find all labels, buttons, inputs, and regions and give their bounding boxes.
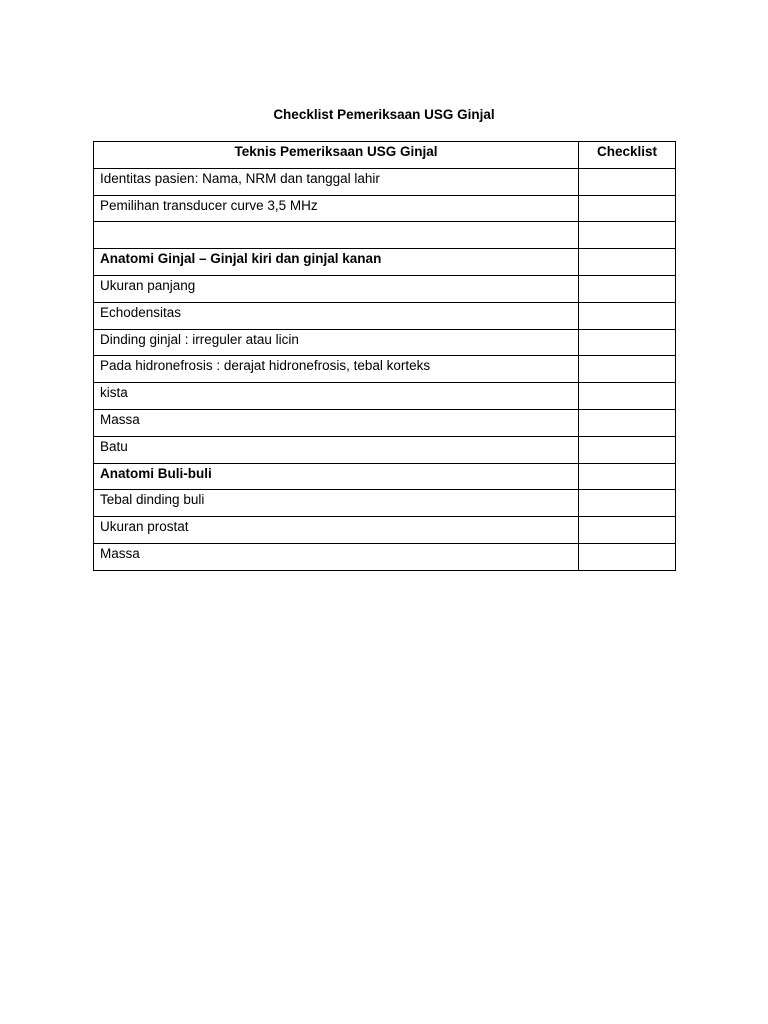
item-cell: Dinding ginjal : irreguler atau licin xyxy=(94,329,579,356)
table-row xyxy=(94,329,676,356)
item-cell: Pemilihan transducer curve 3,5 MHz xyxy=(94,195,579,222)
table-row xyxy=(94,463,676,490)
checklist-cell[interactable] xyxy=(579,490,676,517)
table-row xyxy=(94,249,676,276)
checklist-cell[interactable] xyxy=(579,275,676,302)
table-row xyxy=(94,356,676,383)
item-cell: Anatomi Buli-buli xyxy=(94,463,579,490)
item-cell xyxy=(94,222,579,249)
checklist-table xyxy=(93,141,676,571)
checklist-cell[interactable] xyxy=(579,329,676,356)
item-cell: Ukuran panjang xyxy=(94,275,579,302)
table-row xyxy=(94,543,676,570)
item-cell: kista xyxy=(94,383,579,410)
table-row xyxy=(94,383,676,410)
table-header-row xyxy=(94,142,676,169)
checklist-cell[interactable] xyxy=(579,222,676,249)
item-cell: Echodensitas xyxy=(94,302,579,329)
checklist-cell[interactable] xyxy=(579,383,676,410)
checklist-cell[interactable] xyxy=(579,517,676,544)
item-cell: Identitas pasien: Nama, NRM dan tanggal lahir xyxy=(94,168,579,195)
header-checklist: Checklist xyxy=(579,142,676,169)
item-cell: Massa xyxy=(94,409,579,436)
checklist-cell[interactable] xyxy=(579,356,676,383)
table-row xyxy=(94,490,676,517)
table-row xyxy=(94,275,676,302)
header-teknis: Teknis Pemeriksaan USG Ginjal xyxy=(94,142,579,169)
checklist-cell[interactable] xyxy=(579,409,676,436)
table-row xyxy=(94,195,676,222)
table-row xyxy=(94,222,676,249)
checklist-cell[interactable] xyxy=(579,302,676,329)
item-cell: Pada hidronefrosis : derajat hidronefrosis, tebal korteks xyxy=(94,356,579,383)
document-title: Checklist Pemeriksaan USG Ginjal xyxy=(273,107,495,122)
table-row xyxy=(94,517,676,544)
checklist-cell[interactable] xyxy=(579,168,676,195)
table-row xyxy=(94,436,676,463)
item-cell: Anatomi Ginjal – Ginjal kiri dan ginjal kanan xyxy=(94,249,579,276)
checklist-cell[interactable] xyxy=(579,249,676,276)
item-cell: Batu xyxy=(94,436,579,463)
checklist-body xyxy=(94,168,676,570)
checklist-cell[interactable] xyxy=(579,463,676,490)
table-row xyxy=(94,409,676,436)
checklist-cell[interactable] xyxy=(579,543,676,570)
item-cell: Massa xyxy=(94,543,579,570)
table-row xyxy=(94,168,676,195)
table-row xyxy=(94,302,676,329)
checklist-cell[interactable] xyxy=(579,436,676,463)
item-cell: Ukuran prostat xyxy=(94,517,579,544)
item-cell: Tebal dinding buli xyxy=(94,490,579,517)
checklist-cell[interactable] xyxy=(579,195,676,222)
